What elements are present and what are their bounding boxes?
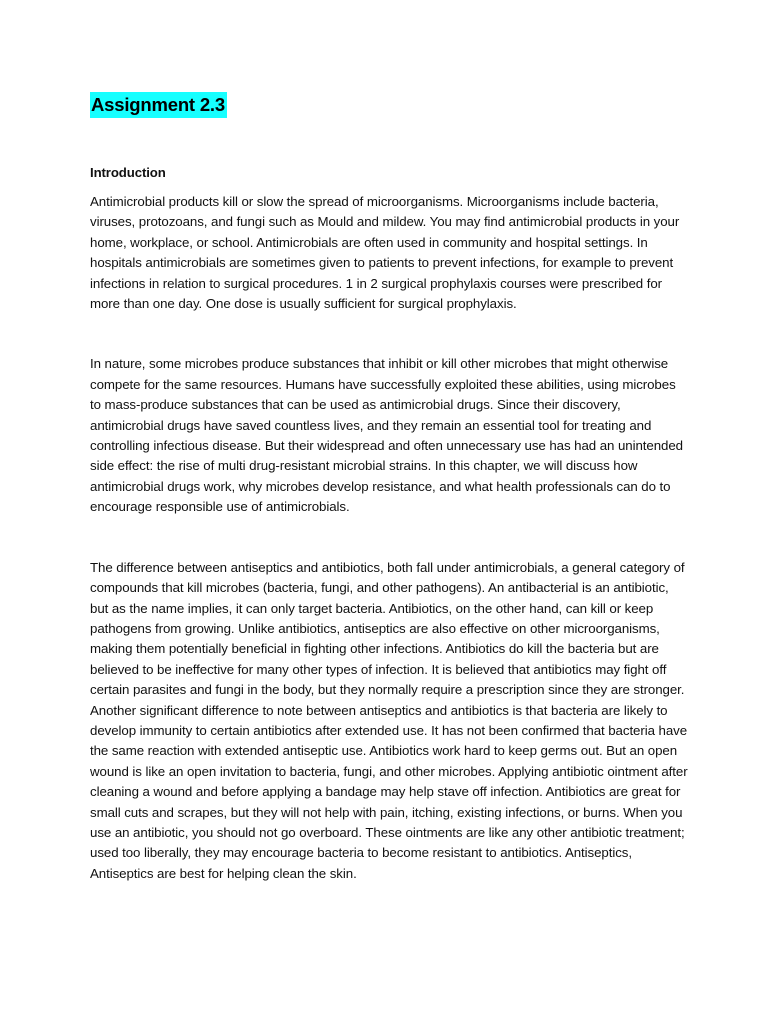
section-heading-introduction: Introduction <box>90 165 166 180</box>
paragraph-microbes-in-nature: In nature, some microbes produce substances that inhibit or kill other microbes that might otherwise compete for the same resources. Humans have successfully exploited these abilities, using microbes to mass-produce substances that can be used as antimicrobial drugs. Since their discovery, antimicrobial drugs have saved countless lives, and they remain an essential tool for treating and controlling infectious disease. But their widespread and often unnecessary use has had an unintended side effect: the rise of multi drug-resistant microbial strains. In this chapter, we will discuss how antimicrobial drugs work, why microbes develop resistance, and what health professionals can do to encourage responsible use of antimicrobials. <box>90 356 683 515</box>
document-title: Assignment 2.3 <box>90 92 227 118</box>
paragraph-antimicrobial-products: Antimicrobial products kill or slow the spread of microorganisms. Microorganisms include bacteria, viruses, protozoans, and fungi such as Mould and mildew. You may find antimicrobial products in your home, workplace, or school. Antimicrobials are often used in community and hospital settings. In hospitals antimicrobials are sometimes given to patients to prevent infections, for example to prevent infections in relation to surgical procedures. 1 in 2 surgical prophylaxis courses were prescribed for more than one day. One dose is usually sufficient for surgical prophylaxis. <box>90 194 680 312</box>
paragraph-antiseptics-vs-antibiotics: The difference between antiseptics and antibiotics, both fall under antimicrobials, a general category of compounds that kill microbes (bacteria, fungi, and other pathogens). An antibacterial is an antibiotic, but as the name implies, it can only target bacteria. Antibiotics, on the other hand, can kill or keep pathogens from growing. Unlike antibiotics, antiseptics are also effective on other microorganisms, making them potentially beneficial in fighting other infections. Antibiotics do kill the bacteria but are believed to be ineffective for many other types of infection. It is believed that antibiotics may fight off certain parasites and fungi in the body, but they normally require a prescription since they are stronger. Another significant difference to note between antiseptics and antibiotics is that bacteria are likely to develop immunity to certain antibiotics after extended use. It has not been confirmed that bacteria have the same reaction with extended antiseptic use. Antibiotics work hard to keep germs out. But an open wound is like an open invitation to bacteria, fungi, and other microbes. Applying antibiotic ointment after cleaning a wound and before applying a bandage may help stave off infection. Antibiotics are great for small cuts and scrapes, but they will not help with pain, itching, existing infections, or burns. When you use an antibiotic, you should not go overboard. These ointments are like any other antibiotic treatment; used too liberally, they may encourage bacteria to become resistant to antibiotics. Antiseptics, Antiseptics are best for helping clean the skin. <box>90 559 688 881</box>
document-body <box>90 92 690 884</box>
